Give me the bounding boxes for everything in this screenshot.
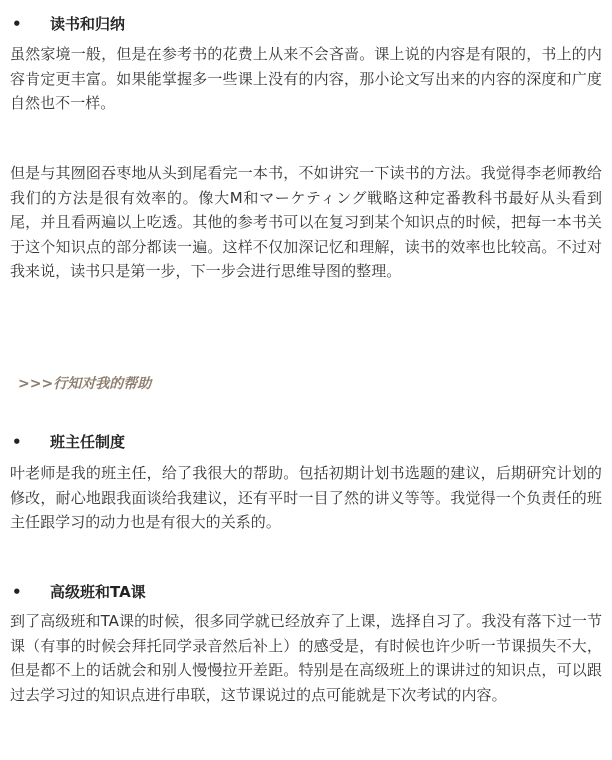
bullet-icon: •	[12, 433, 22, 451]
section-heading-advanced	[10, 580, 146, 604]
paragraph-reading-1: 虽然家境一般，但是在参考书的花费上从来不会吝啬。课上说的内容是有限的，书上的内容肯定更丰富。如果能掌握多一些课上没有的内容，那小论文写出来的内容的深度和广度自然也不一样。	[10, 45, 602, 112]
section-title: 班主任制度	[50, 433, 126, 451]
paragraph-reading-2: 但是与其囫囵吞枣地从头到尾看完一本书，不如讲究一下读书的方法。我觉得李老师教给我们的方法是很有效率的。像大M和マーケティング戦略这种定番教科书最好从头看到尾，并且看两遍以上吃透。其他的参考书可以在复习到某个知识点的时候，把每一本书关于这个知识点的部分都读一遍。这样不仅加深记忆和理解，读书的效率也比较高。不过对我来说，读书只是第一步，下一步会进行思维导图的整理。	[10, 164, 602, 280]
subheading: >>>行知对我的帮助	[18, 376, 152, 392]
section-heading-reading	[10, 12, 125, 36]
section-title: 读书和归纳	[50, 15, 126, 33]
bullet-icon: •	[12, 15, 22, 33]
paragraph-advanced: 到了高级班和TA课的时候，很多同学就已经放弃了上课，选择自习了。我没有落下过一节课（有事的时候会拜托同学录音然后补上）的感受是，有时候也许少听一节课损失不大，但是都不上的话就会和别人慢慢拉开差距。特别是在高级班上的课讲过的知识点，可以跟过去学习过的知识点进行串联，这节课说过的点可能就是下次考试的内容。	[10, 612, 602, 704]
bullet-icon: •	[12, 583, 22, 601]
section-title: 高级班和TA课	[50, 583, 146, 601]
paragraph-homeroom: 叶老师是我的班主任，给了我很大的帮助。包括初期计划书选题的建议，后期研究计划的修改，耐心地跟我面谈给我建议，还有平时一目了然的讲义等等。我觉得一个负责任的班主任跟学习的动力也是有很大的关系的。	[10, 464, 602, 531]
section-heading-homeroom	[10, 430, 125, 454]
